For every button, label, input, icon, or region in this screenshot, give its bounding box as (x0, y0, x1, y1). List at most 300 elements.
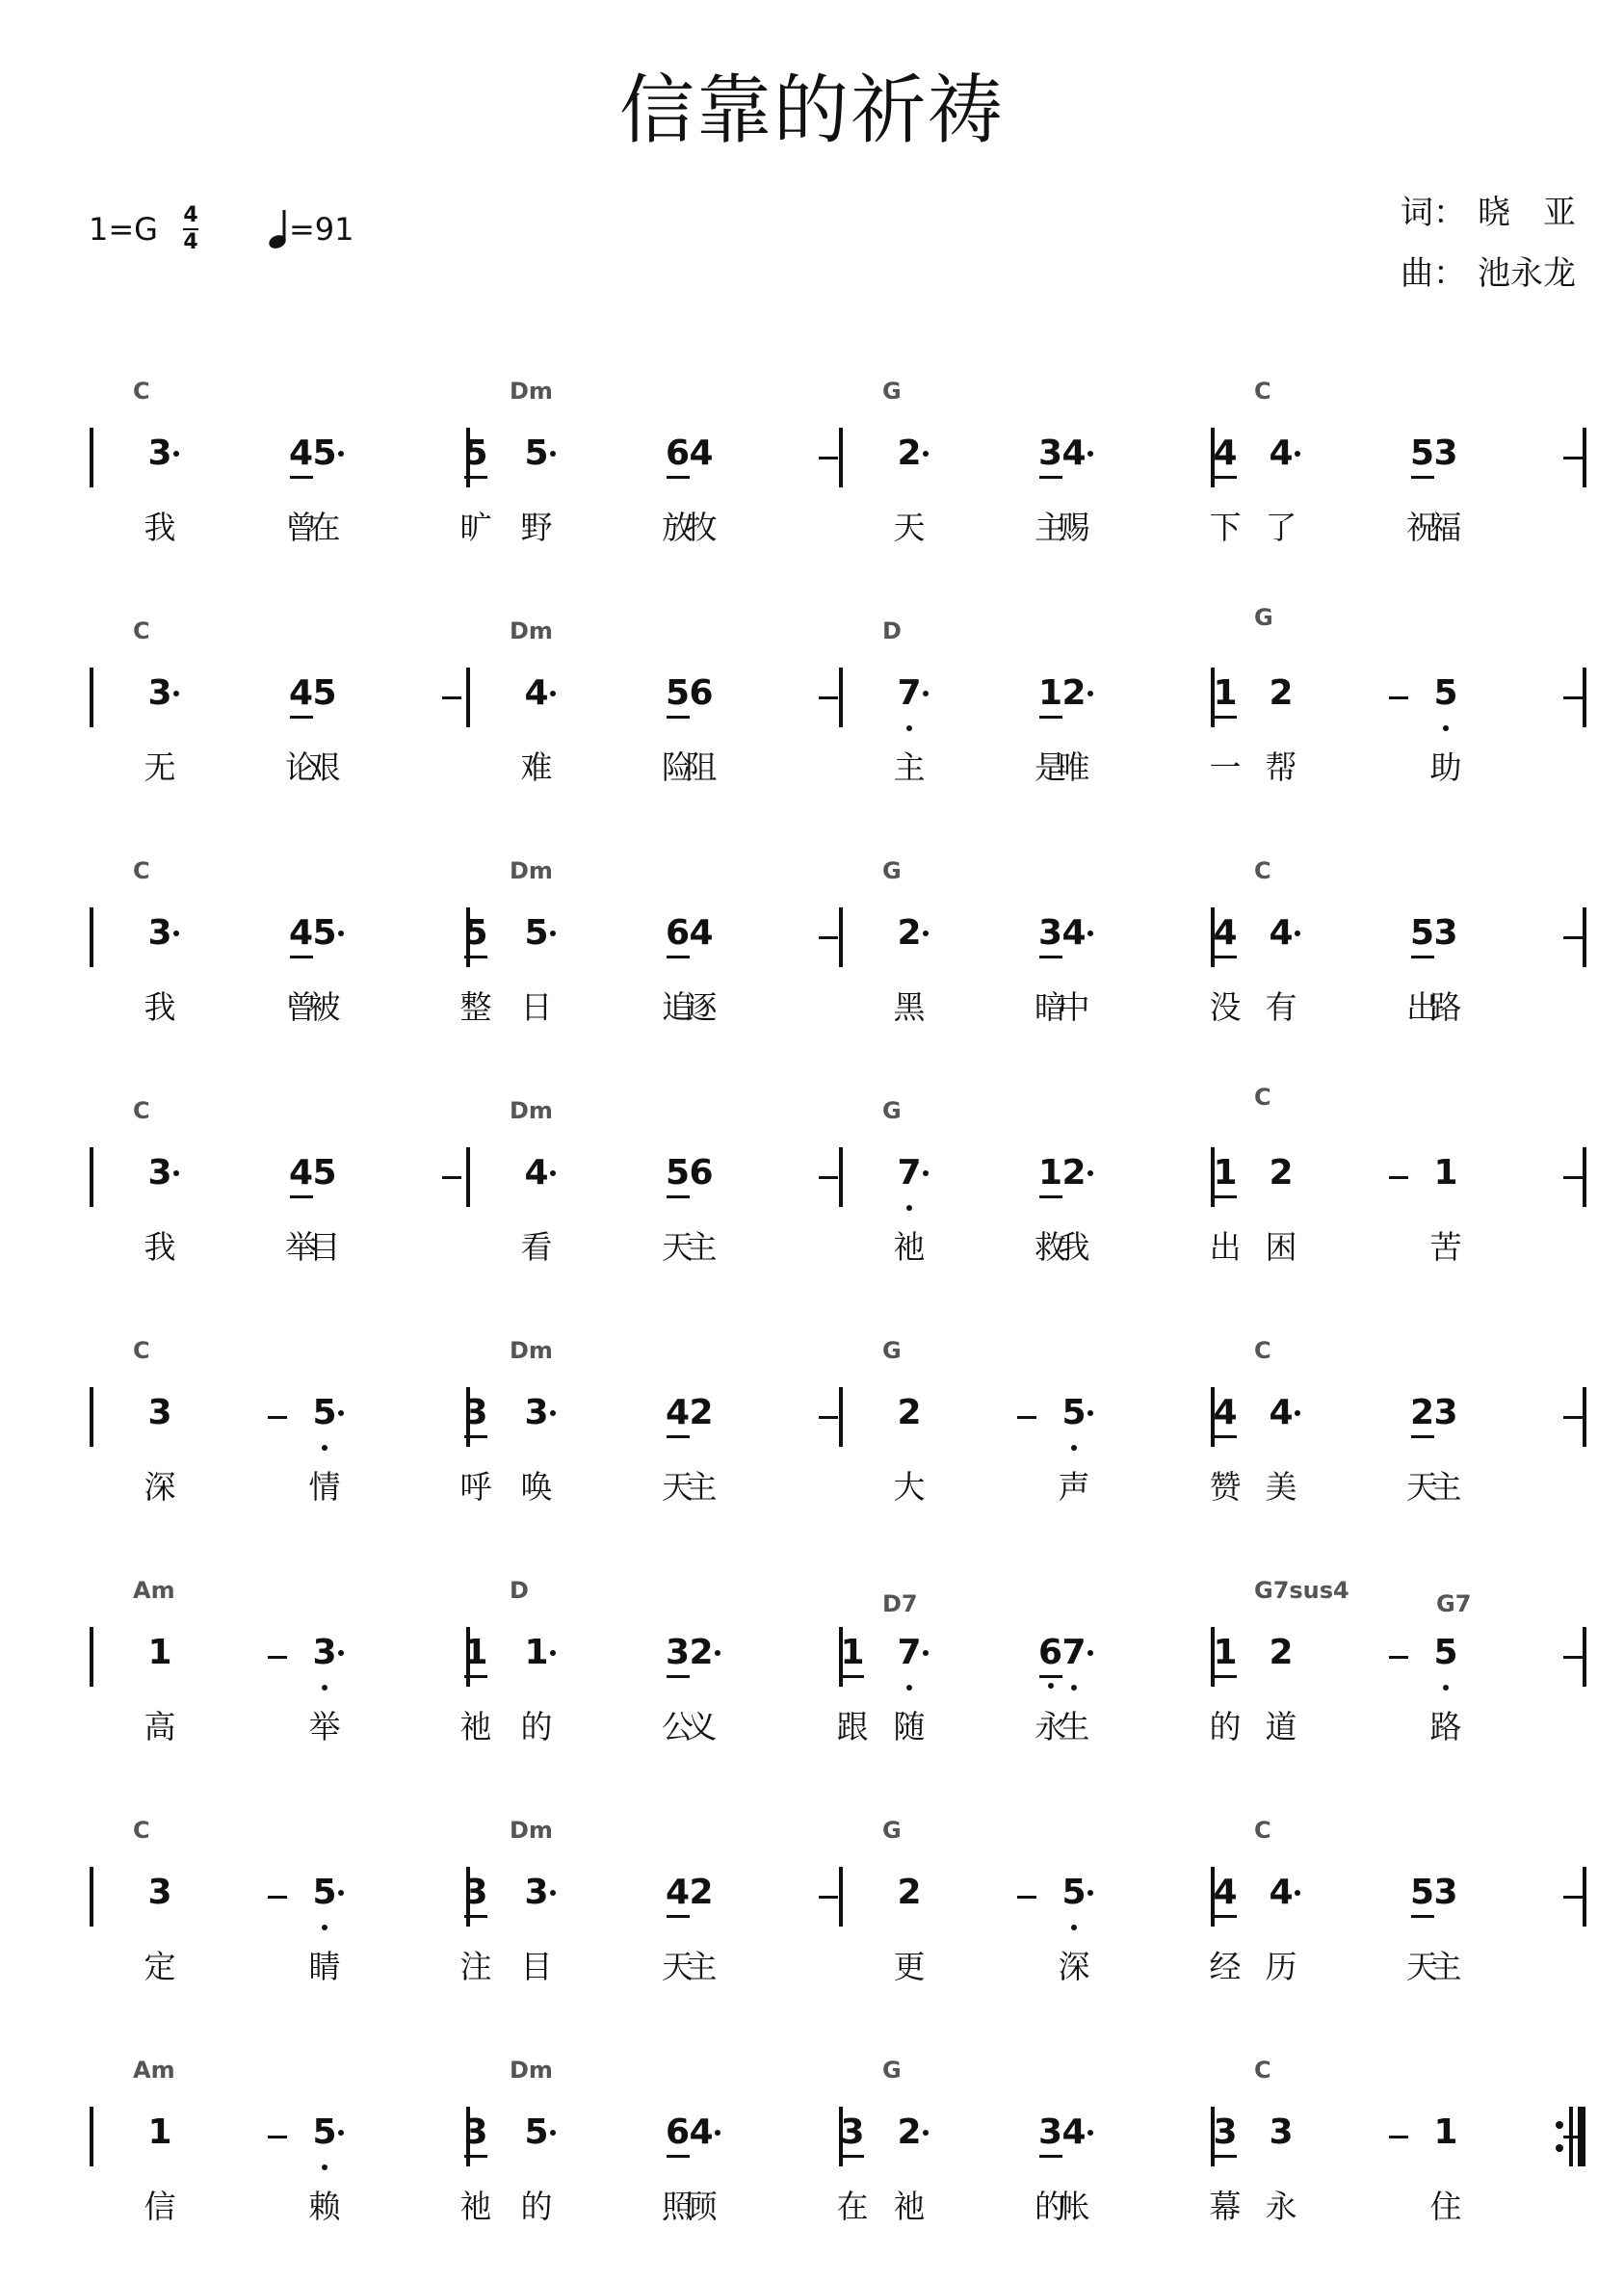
augmentation-dot (173, 691, 179, 696)
chord-symbol: D7 (882, 1590, 918, 1617)
note-degree: 5 (463, 433, 488, 473)
eighth-underline (841, 2155, 864, 2158)
note-degree: 5 (1409, 913, 1435, 953)
lyric-syllable: 深 (1058, 1948, 1090, 1985)
chord-symbol: C (133, 1097, 150, 1124)
note-degree: 3 (147, 913, 172, 953)
lyric-syllable: 逐 (685, 988, 718, 1026)
sustain-dash (1389, 1176, 1408, 1179)
lyric-syllable: 是 (1035, 748, 1066, 786)
sustain-dash (268, 2136, 287, 2138)
note (517, 1393, 556, 1451)
lyric-syllable: 高 (144, 1708, 176, 1745)
note (517, 1153, 556, 1211)
lyric-syllable: 举 (308, 1708, 341, 1745)
chord-symbol: G (882, 857, 902, 884)
lyric-syllable: 出 (1406, 988, 1438, 1026)
augmentation-dot (1295, 1410, 1300, 1416)
lyric-syllable: 美 (1265, 1468, 1297, 1506)
low-octave-dot (322, 1445, 327, 1451)
lyric-syllable: 一 (1209, 748, 1242, 786)
lyric-syllable: 跟 (836, 1708, 869, 1745)
note-degree: 1 (840, 1633, 865, 1672)
barline (1583, 1387, 1586, 1447)
note (1055, 673, 1093, 731)
note-degree: 1 (1037, 673, 1063, 713)
note-degree: 3 (147, 433, 172, 473)
note-degree: 4 (1213, 433, 1238, 473)
note-degree: 7 (897, 1153, 922, 1193)
note-degree: 5 (524, 2112, 549, 2152)
chord-symbol: G (882, 378, 902, 405)
lyric-syllable: 天 (1406, 1468, 1438, 1506)
note-degree: 6 (665, 433, 691, 473)
augmentation-dot (923, 1170, 929, 1176)
note-degree: 4 (689, 2112, 714, 2152)
note (1427, 913, 1465, 971)
lyric-syllable: 唤 (520, 1468, 553, 1506)
note-degree: 4 (288, 433, 314, 473)
time-signature-top: 4 (183, 203, 198, 227)
barline (90, 1387, 93, 1447)
note (305, 1393, 344, 1451)
lyric-syllable: 信 (144, 2188, 176, 2225)
barline (90, 907, 93, 967)
note-degree: 2 (1409, 1393, 1435, 1432)
chord-symbol: C (1254, 857, 1271, 884)
lyric-syllable: 的 (1209, 1708, 1242, 1745)
note (682, 1153, 720, 1211)
lyric-syllable: 目 (520, 1948, 553, 1985)
note (141, 1873, 179, 1930)
note (141, 1393, 179, 1451)
eighth-underline (464, 1675, 487, 1678)
augmentation-dot (550, 451, 556, 457)
note-degree: 2 (1061, 1153, 1087, 1193)
note-degree: 5 (312, 913, 337, 953)
note-degree: 2 (1061, 673, 1087, 713)
staff-system (0, 2057, 1624, 2249)
chord-symbol: C (133, 1817, 150, 1844)
note-degree: 6 (689, 1153, 714, 1193)
note (890, 1393, 929, 1451)
lyric-syllable: 论 (285, 748, 317, 786)
note (457, 1393, 495, 1451)
note (890, 1153, 929, 1211)
tempo-text: =91 (288, 211, 354, 248)
lyric-syllable: 大 (893, 1468, 926, 1506)
barline (839, 1147, 843, 1207)
note-degree: 2 (897, 1393, 922, 1432)
note (1206, 673, 1244, 731)
barline (839, 1387, 843, 1447)
note-degree: 3 (147, 1393, 172, 1432)
barline (839, 907, 843, 967)
lyric-syllable: 永 (1035, 1708, 1066, 1745)
note (1262, 2112, 1300, 2170)
note-degree: 3 (1037, 2112, 1063, 2152)
staff-system (0, 1817, 1624, 2009)
lyric-syllable: 野 (520, 509, 553, 546)
lyric-syllable: 赖 (308, 2188, 341, 2225)
barline (90, 1147, 93, 1207)
barline (1583, 1147, 1586, 1207)
note-degree: 5 (312, 1393, 337, 1432)
barline (466, 1147, 470, 1207)
lyric-syllable: 黑 (893, 988, 926, 1026)
lyric-syllable: 阻 (685, 748, 718, 786)
low-octave-dot (1443, 1685, 1449, 1691)
eighth-underline (1214, 1195, 1237, 1198)
lyric-syllable: 我 (1058, 1228, 1090, 1266)
note-degree: 2 (897, 913, 922, 953)
note (1262, 433, 1300, 491)
note (1427, 1873, 1465, 1930)
lyric-syllable: 随 (893, 1708, 926, 1745)
staff-system (0, 1084, 1624, 1290)
lyric-syllable: 睛 (308, 1948, 341, 1985)
note-degree: 4 (689, 913, 714, 953)
barline (90, 2107, 93, 2166)
chord-symbol: C (1254, 1337, 1271, 1364)
note (305, 2112, 344, 2170)
note (1206, 1153, 1244, 1211)
note-degree: 3 (1213, 2112, 1238, 2152)
augmentation-dot (1087, 691, 1093, 696)
augmentation-dot (550, 1650, 556, 1656)
note-degree: 5 (665, 1153, 691, 1193)
chord-symbol: G (882, 1337, 902, 1364)
low-octave-dot (1071, 1445, 1077, 1451)
low-octave-dot (322, 2164, 327, 2170)
note-degree: 4 (1269, 913, 1294, 953)
note-degree: 3 (147, 673, 172, 713)
lyric-syllable: 天 (662, 1468, 694, 1506)
lyric-syllable: 举 (285, 1228, 317, 1266)
note (1262, 1393, 1300, 1451)
note-degree: 1 (1433, 1153, 1458, 1193)
note-degree: 4 (1213, 913, 1238, 953)
note (682, 1873, 720, 1930)
barline (839, 1867, 843, 1927)
augmentation-dot (1087, 1410, 1093, 1416)
eighth-underline (841, 1675, 864, 1678)
note-degree: 4 (1269, 1873, 1294, 1912)
note-degree: 3 (1037, 913, 1063, 953)
note-degree: 4 (1061, 913, 1087, 953)
lyric-syllable: 唯 (1058, 748, 1090, 786)
note (457, 2112, 495, 2170)
note-degree: 7 (897, 1633, 922, 1672)
low-octave-dot (906, 1205, 912, 1211)
lyric-syllable: 祂 (459, 1708, 492, 1745)
note (141, 2112, 179, 2170)
lyric-syllable: 主 (1429, 1948, 1462, 1985)
note-degree: 5 (312, 2112, 337, 2152)
staff-system (0, 378, 1624, 570)
barline (90, 1867, 93, 1927)
note (457, 433, 495, 491)
note (305, 1153, 344, 1211)
lyric-syllable: 赐 (1058, 509, 1090, 546)
lyric-syllable: 的 (520, 2188, 553, 2225)
lyric-syllable: 中 (1058, 988, 1090, 1026)
augmentation-dot (550, 691, 556, 696)
augmentation-dot (1087, 451, 1093, 457)
note (1262, 1633, 1300, 1691)
note (141, 673, 179, 731)
note-degree: 4 (689, 433, 714, 473)
augmentation-dot (1087, 931, 1093, 936)
note (1427, 673, 1465, 731)
lyric-syllable: 公 (662, 1708, 694, 1745)
note-degree: 1 (1037, 1153, 1063, 1193)
sustain-dash (268, 1416, 287, 1419)
lyric-syllable: 整 (459, 988, 492, 1026)
time-signature-bottom: 4 (183, 230, 198, 254)
note (141, 913, 179, 971)
lyric-syllable: 主 (685, 1468, 718, 1506)
augmentation-dot (338, 1890, 344, 1896)
note (1055, 1633, 1093, 1691)
note-degree: 7 (1061, 1633, 1087, 1672)
note (1262, 1153, 1300, 1211)
note-degree: 2 (689, 1393, 714, 1432)
note (1262, 913, 1300, 971)
low-octave-dot (906, 1685, 912, 1691)
note-degree: 2 (897, 1873, 922, 1912)
sustain-dash (1563, 1896, 1583, 1899)
chord-symbol: C (133, 1337, 150, 1364)
chord-symbol: C (1254, 1084, 1271, 1111)
note-degree: 3 (463, 1393, 488, 1432)
eighth-underline (464, 476, 487, 479)
lyric-syllable: 苦 (1429, 1228, 1462, 1266)
note-degree: 5 (1409, 1873, 1435, 1912)
augmentation-dot (338, 451, 344, 457)
composer-name: 池永龙 (1478, 254, 1576, 293)
chord-symbol: Dm (510, 1337, 553, 1364)
augmentation-dot (923, 931, 929, 936)
chord-symbol: Dm (510, 617, 553, 644)
note-degree: 4 (1061, 2112, 1087, 2152)
augmentation-dot (338, 2130, 344, 2136)
chord-symbol: G (882, 1097, 902, 1124)
sustain-dash (1017, 1416, 1036, 1419)
note-degree: 4 (665, 1393, 691, 1432)
note (1427, 2112, 1465, 2170)
note-degree: 5 (312, 1153, 337, 1193)
augmentation-dot (173, 451, 179, 457)
sustain-dash (268, 1656, 287, 1659)
lyric-syllable: 呼 (459, 1468, 492, 1506)
note-degree: 6 (665, 2112, 691, 2152)
augmentation-dot (338, 1410, 344, 1416)
lyric-syllable: 主 (1035, 509, 1066, 546)
note-degree: 6 (665, 913, 691, 953)
augmentation-dot (923, 691, 929, 696)
staff-system (0, 857, 1624, 1050)
lyric-syllable: 福 (1429, 509, 1462, 546)
note-degree: 2 (689, 1633, 714, 1672)
augmentation-dot (338, 1650, 344, 1656)
page-title: 信靠的祈祷 (618, 67, 1005, 154)
lyric-syllable: 道 (1265, 1708, 1297, 1745)
low-octave-dot (322, 1925, 327, 1930)
lyric-syllable: 祂 (459, 2188, 492, 2225)
note (682, 1393, 720, 1451)
note (305, 433, 344, 491)
augmentation-dot (173, 1170, 179, 1176)
note-degree: 3 (524, 1873, 549, 1912)
lyric-syllable: 我 (144, 988, 176, 1026)
lyric-syllable: 情 (308, 1468, 341, 1506)
lyric-syllable: 难 (520, 748, 553, 786)
note (1055, 1153, 1093, 1211)
lyric-syllable: 顾 (685, 2188, 718, 2225)
augmentation-dot (923, 451, 929, 457)
note-degree: 5 (1409, 433, 1435, 473)
note (517, 1633, 556, 1691)
note-degree: 5 (1433, 673, 1458, 713)
lyric-syllable: 下 (1209, 509, 1242, 546)
sustain-dash (819, 1416, 838, 1419)
note (517, 913, 556, 971)
chord-symbol: G7sus4 (1254, 1577, 1349, 1604)
lyric-syllable: 看 (520, 1228, 553, 1266)
note-degree: 4 (1213, 1393, 1238, 1432)
key-label: 1=G (89, 211, 158, 248)
lyric-syllable: 祂 (893, 1228, 926, 1266)
sustain-dash (819, 457, 838, 459)
lyric-syllable: 幕 (1209, 2188, 1242, 2225)
note-degree: 3 (147, 1873, 172, 1912)
lyric-syllable: 深 (144, 1468, 176, 1506)
note (517, 673, 556, 731)
note (141, 433, 179, 491)
lyric-syllable: 放 (662, 509, 694, 546)
lyric-syllable: 天 (1406, 1948, 1438, 1985)
chord-symbol: Dm (510, 1097, 553, 1124)
note-degree: 2 (897, 2112, 922, 2152)
lyric-syllable: 天 (662, 1228, 694, 1266)
note (1206, 913, 1244, 971)
eighth-underline (464, 1915, 487, 1918)
note (1427, 1633, 1465, 1691)
eighth-underline (1214, 2155, 1237, 2158)
sustain-dash (1563, 936, 1583, 939)
lyric-syllable: 照 (662, 2188, 694, 2225)
note-degree: 5 (312, 1873, 337, 1912)
note-degree: 4 (665, 1873, 691, 1912)
lyric-syllable: 定 (144, 1948, 176, 1985)
note-degree: 5 (665, 673, 691, 713)
note (1055, 913, 1093, 971)
note (1055, 1393, 1093, 1451)
eighth-underline (1214, 1435, 1237, 1438)
augmentation-dot (550, 2130, 556, 2136)
chord-symbol: D (510, 1577, 529, 1604)
augmentation-dot (1087, 1170, 1093, 1176)
augmentation-dot (1087, 2130, 1093, 2136)
note-degree: 4 (288, 673, 314, 713)
note (141, 1633, 179, 1691)
lyric-syllable: 注 (459, 1948, 492, 1985)
note (890, 1873, 929, 1930)
note (457, 1633, 495, 1691)
note (1206, 2112, 1244, 2170)
lyric-syllable: 无 (144, 748, 176, 786)
lyric-syllable: 了 (1265, 509, 1297, 546)
lyric-syllable: 目 (308, 1228, 341, 1266)
chord-symbol: C (133, 617, 150, 644)
lyric-syllable: 路 (1429, 988, 1462, 1026)
note-degree: 3 (463, 1873, 488, 1912)
sustain-dash (268, 1896, 287, 1899)
lyric-syllable: 牧 (685, 509, 718, 546)
note-degree: 3 (1433, 433, 1458, 473)
lyric-syllable: 没 (1209, 988, 1242, 1026)
augmentation-dot (550, 1890, 556, 1896)
note-degree: 1 (1213, 1153, 1238, 1193)
note (890, 2112, 929, 2170)
lyric-syllable: 声 (1058, 1468, 1090, 1506)
note-degree: 2 (897, 433, 922, 473)
note (1427, 1393, 1465, 1451)
augmentation-dot (1295, 1890, 1300, 1896)
note (1262, 673, 1300, 731)
barline (1583, 907, 1586, 967)
note-degree: 3 (524, 1393, 549, 1432)
augmentation-dot (1087, 1650, 1093, 1656)
note-degree: 3 (312, 1633, 337, 1672)
lyric-syllable: 出 (1209, 1228, 1242, 1266)
staff-system (0, 1577, 1624, 1770)
lyric-syllable: 住 (1429, 2188, 1462, 2225)
augmentation-dot (715, 1650, 720, 1656)
lyric-syllable: 主 (1429, 1468, 1462, 1506)
note-degree: 3 (463, 2112, 488, 2152)
note-degree: 1 (1213, 673, 1238, 713)
note-degree: 7 (897, 673, 922, 713)
sustain-dash (819, 1176, 838, 1179)
lyric-syllable: 救 (1035, 1228, 1066, 1266)
composer-label: 曲： (1401, 254, 1466, 293)
chord-symbol: G (882, 1817, 902, 1844)
chord-symbol: Dm (510, 2057, 553, 2084)
note (1427, 433, 1465, 491)
lyric-syllable: 更 (893, 1948, 926, 1985)
note (1427, 1153, 1465, 1211)
lyric-syllable: 祝 (1406, 509, 1438, 546)
lyric-syllable: 旷 (459, 509, 492, 546)
note (1055, 433, 1093, 491)
note-degree: 1 (524, 1633, 549, 1672)
lyric-syllable: 追 (662, 988, 694, 1026)
lyric-syllable: 路 (1429, 1708, 1462, 1745)
augmentation-dot (1295, 451, 1300, 457)
note-degree: 4 (1213, 1873, 1238, 1912)
barline (1583, 1867, 1586, 1927)
barline (1583, 1627, 1586, 1687)
note (890, 913, 929, 971)
note (682, 433, 720, 491)
sustain-dash (1389, 696, 1408, 699)
note (1206, 1873, 1244, 1930)
eighth-underline (464, 1435, 487, 1438)
note-degree: 2 (1269, 1633, 1294, 1672)
lyric-syllable: 帮 (1265, 748, 1297, 786)
